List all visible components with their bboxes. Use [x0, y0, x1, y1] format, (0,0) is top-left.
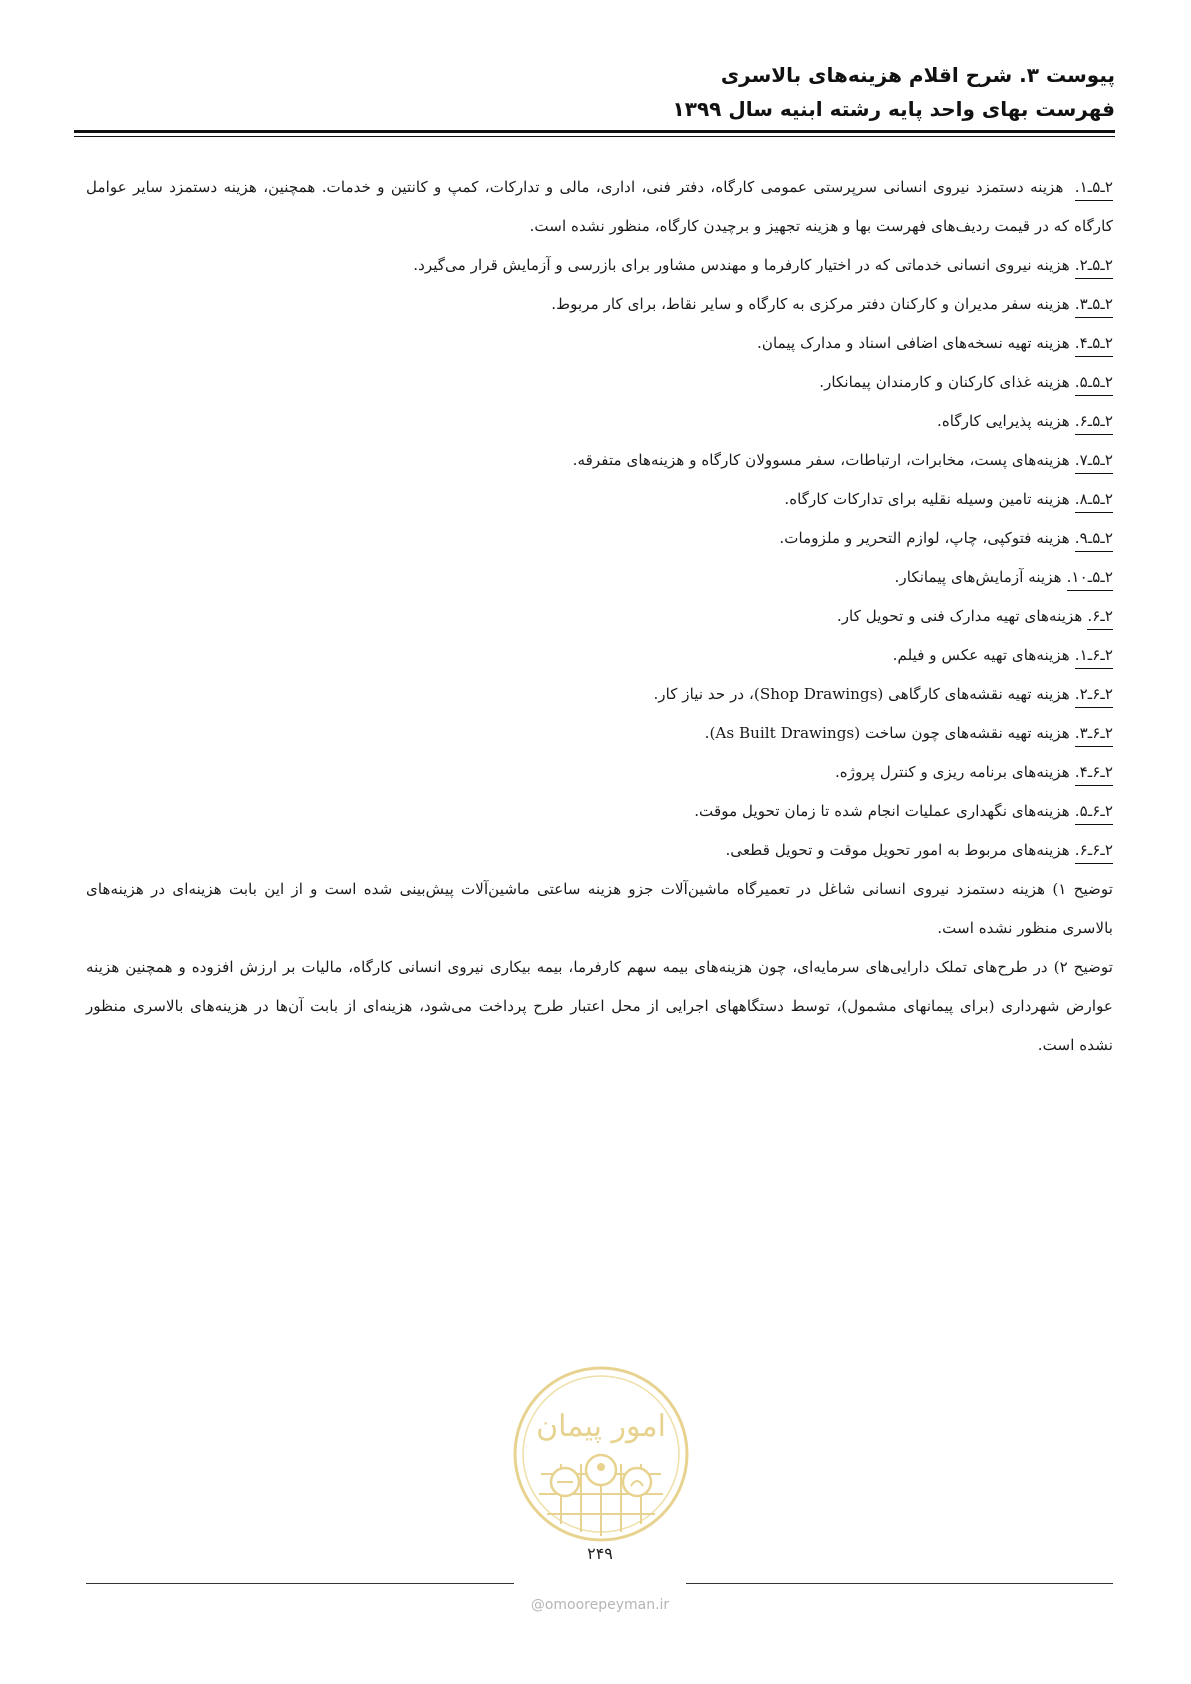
item-number: ۲ـ۵ـ۶.: [1075, 409, 1113, 435]
list-item: [86, 792, 1113, 831]
page-number: ۲۴۹: [587, 1544, 613, 1563]
list-item: [86, 558, 1113, 597]
item-text: هزینه‌های تهیه مدارک فنی و تحویل کار.: [836, 607, 1083, 625]
list-item: [86, 831, 1113, 870]
item-number: ۲ـ۵ـ۹.: [1075, 526, 1113, 552]
item-text: هزینه آزمایش‌های پیمانکار.: [894, 568, 1062, 586]
item-text: هزینه تهیه نسخه‌های اضافی اسناد و مدارک پیمان.: [757, 334, 1070, 352]
item-number: ۲ـ۶ـ۵.: [1075, 799, 1113, 825]
footer-website: @omoorepeyman.ir: [530, 1597, 670, 1613]
list-item: [86, 714, 1113, 753]
item-text: هزینه سفر مدیران و کارکنان دفتر مرکزی به کارگاه و سایر نقاط، برای کار مربوط.: [551, 295, 1070, 313]
header-rule-thick: [74, 130, 1115, 133]
item-number: ۲ـ۶.: [1087, 604, 1113, 630]
item-text: هزینه تامین وسیله نقلیه برای تدارکات کارگاه.: [784, 490, 1070, 508]
note-label: توضیح ۲): [1053, 958, 1114, 976]
item-number: ۲ـ۶ـ۴.: [1075, 760, 1113, 786]
item-number: ۲ـ۶ـ۱.: [1075, 643, 1113, 669]
footer-rule-left: [86, 1583, 514, 1584]
item-number: ۲ـ۵ـ۲.: [1075, 253, 1113, 279]
item-number: ۲ـ۵ـ۱۰.: [1067, 565, 1113, 591]
item-number: ۲ـ۵ـ۸.: [1075, 487, 1113, 513]
header-appendix-title: پیوست ۳. شرح اقلام هزینه‌های بالاسری: [720, 63, 1115, 87]
item-text: هزینه پذیرایی کارگاه.: [937, 412, 1070, 430]
item-text: هزینه‌های پست، مخابرات، ارتباطات، سفر مسوولان کارگاه و هزینه‌های متفرقه.: [572, 451, 1070, 469]
list-item: [86, 441, 1113, 480]
list-item: [86, 753, 1113, 792]
item-number: ۲ـ۶ـ۲.: [1075, 682, 1113, 708]
list-item: [86, 363, 1113, 402]
watermark-text: امور پیمان: [536, 1409, 666, 1444]
page-header: [74, 58, 1115, 126]
item-text: هزینه‌های تهیه عکس و فیلم.: [892, 646, 1070, 664]
item-text: هزینه دستمزد نیروی انسانی سرپرستی عمومی کارگاه، دفتر فنی، اداری، مالی و تدارکات، کمپ و کانتین و خدمات. همچنین، هزینه دستمزد سایر عوامل کارگاه که در قیمت ردیف‌های فهرست بها و هزینه تجهیز و برچیدن کارگاه، منظور نشده است.: [86, 178, 1113, 235]
list-item: [86, 597, 1113, 636]
document-body: [86, 168, 1113, 1065]
header-price-list-title: فهرست بهای واحد پایه رشته ابنیه سال ۱۳۹۹: [672, 97, 1115, 121]
watermark-seal-icon: [511, 1364, 691, 1544]
item-number: ۲ـ۵ـ۱.: [1075, 175, 1113, 201]
footer-rule-right: [686, 1583, 1113, 1584]
item-number: ۲ـ۵ـ۷.: [1075, 448, 1113, 474]
header-rule-thin: [74, 136, 1115, 137]
item-text: هزینه نیروی انسانی خدماتی که در اختیار کارفرما و مهندس مشاور برای بازرسی و آزمایش قرار می‌گیرد.: [413, 256, 1070, 274]
note-paragraph: [86, 870, 1113, 948]
item-number: ۲ـ۵ـ۵.: [1075, 370, 1113, 396]
list-item: [86, 636, 1113, 675]
list-item: [86, 519, 1113, 558]
list-item: [86, 168, 1113, 246]
item-text: هزینه‌های نگهداری عملیات انجام شده تا زمان تحویل موقت.: [694, 802, 1070, 820]
item-text: هزینه‌های برنامه ریزی و کنترل پروژه.: [834, 763, 1070, 781]
note-text: در طرح‌های تملک دارایی‌های سرمایه‌ای، چون هزینه‌های بیمه سهم کارفرما، بیمه بیکاری نیروی انسانی کارگاه، مالیات بر ارزش افزوده و همچنین هزینه عوارض شهرداری (برای پیمانهای مشمول)، توسط دستگاههای اجرایی از محل اعتبار طرح پرداخت می‌شود، هزینه‌ای از بابت آن‌ها در هزینه‌های بالاسری منظور نشده است.: [86, 958, 1113, 1054]
list-item: [86, 324, 1113, 363]
item-text: هزینه‌های مربوط به امور تحویل موقت و تحویل قطعی.: [725, 841, 1070, 859]
list-item: [86, 402, 1113, 441]
item-text: هزینه غذای کارکنان و کارمندان پیمانکار.: [819, 373, 1070, 391]
list-item: [86, 675, 1113, 714]
list-item: [86, 246, 1113, 285]
item-number: ۲ـ۵ـ۳.: [1075, 292, 1113, 318]
list-item: [86, 285, 1113, 324]
item-number: ۲ـ۶ـ۳.: [1075, 721, 1113, 747]
item-number: ۲ـ۶ـ۶.: [1075, 838, 1113, 864]
item-number: ۲ـ۵ـ۴.: [1075, 331, 1113, 357]
item-text: هزینه فتوکپی، چاپ، لوازم التحریر و ملزومات.: [779, 529, 1070, 547]
item-text: هزینه تهیه نقشه‌های چون ساخت (As Built Drawings).: [704, 724, 1070, 742]
note-paragraph: [86, 948, 1113, 1065]
note-text: هزینه دستمزد نیروی انسانی شاغل در تعمیرگاه ماشین‌آلات جزو هزینه ساعتی ماشین‌آلات پیش‌بینی شده است و از این بابت هزینه‌ای در هزینه‌های بالاسری منظور نشده است.: [86, 880, 1113, 937]
note-label: توضیح ۱): [1052, 880, 1114, 898]
item-text: هزینه تهیه نقشه‌های کارگاهی (Shop Drawings)، در حد نیاز کار.: [653, 685, 1070, 703]
list-item: [86, 480, 1113, 519]
